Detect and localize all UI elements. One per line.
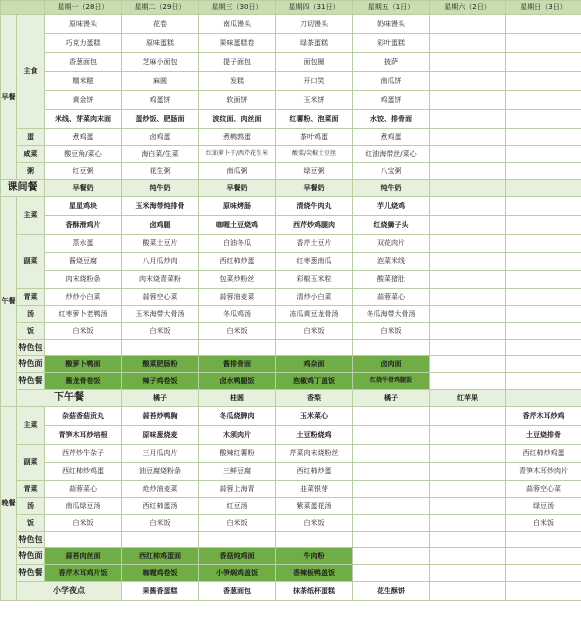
- menu-cell: [506, 306, 581, 323]
- menu-cell: 黄金饼: [45, 91, 122, 110]
- menu-cell: 香酥滑鸡片: [45, 216, 122, 235]
- table-row: [1, 180, 581, 197]
- menu-cell: [506, 197, 581, 216]
- sub-label: 蛋: [17, 129, 45, 146]
- menu-cell: 提子面包: [199, 53, 276, 72]
- menu-cell: 红豆粥: [45, 163, 122, 180]
- sub-label: 饭: [17, 515, 45, 532]
- table-row: [1, 271, 581, 289]
- menu-cell: [430, 498, 506, 515]
- sub-label: 特色餐: [17, 565, 45, 582]
- sub-label: 副菜: [17, 235, 45, 289]
- menu-cell: [430, 34, 506, 53]
- menu-cell: 蒜蓉上海青: [199, 481, 276, 498]
- menu-cell: 玉米菜心: [276, 407, 353, 426]
- menu-cell: 青笋木耳炒培根: [45, 426, 122, 445]
- menu-cell: 西红柿炒蛋: [199, 253, 276, 271]
- menu-cell: [122, 532, 199, 548]
- menu-cell: 煮鸡蛋: [45, 129, 122, 146]
- menu-cell: [430, 515, 506, 532]
- menu-cell: 煮鸡蛋: [353, 129, 430, 146]
- menu-cell: 西红柿蛋汤: [122, 498, 199, 515]
- sub-label: 特色餐: [17, 373, 45, 390]
- feature-cell: 蒜苔肉丝面: [45, 548, 122, 565]
- menu-cell: [430, 463, 506, 481]
- menu-cell: 花卷: [122, 15, 199, 34]
- table-row: [1, 407, 581, 426]
- menu-cell: [430, 565, 506, 582]
- menu-cell: 油豆腐烧粉条: [122, 463, 199, 481]
- menu-cell: 冻瓜黄豆龙骨汤: [276, 306, 353, 323]
- table-row: [1, 235, 581, 253]
- table-row: [1, 582, 581, 601]
- menu-cell: 肉末烧青菜粉: [122, 271, 199, 289]
- menu-cell: [506, 15, 581, 34]
- menu-cell: 抹茶纸杯蛋糕: [276, 582, 353, 601]
- menu-cell: [430, 197, 506, 216]
- menu-cell: 白米饭: [45, 323, 122, 340]
- menu-cell: 米线、芽菜肉末面: [45, 110, 122, 129]
- menu-cell: [506, 390, 581, 407]
- day-header: 星期五（1日）: [353, 1, 430, 15]
- menu-cell: 鸡蛋饼: [122, 91, 199, 110]
- feature-cell: 酱排骨面: [199, 356, 276, 373]
- menu-cell: [430, 110, 506, 129]
- menu-cell: 红枣葱南瓜: [276, 253, 353, 271]
- menu-cell: 桂圆: [199, 390, 276, 407]
- table-row: [1, 390, 581, 407]
- menu-cell: 巧克力蛋糕: [45, 34, 122, 53]
- feature-cell: 香辣板鸭盖饭: [276, 565, 353, 582]
- table-row: [1, 426, 581, 445]
- menu-cell: 西红柿炒蛋: [276, 463, 353, 481]
- menu-cell: [353, 565, 430, 582]
- table-row: [1, 515, 581, 532]
- sub-label: 主菜: [17, 407, 45, 445]
- sub-label: 特色面: [17, 548, 45, 565]
- menu-cell: [353, 498, 430, 515]
- section-label-snack-pm: 下午餐: [17, 390, 122, 407]
- menu-cell: 纯牛奶: [353, 180, 430, 197]
- menu-cell: 茶叶鸡蛋: [276, 129, 353, 146]
- menu-cell: 紫菜蛋花汤: [276, 498, 353, 515]
- feature-cell: 西红柿鸡蛋面: [122, 548, 199, 565]
- menu-cell: [45, 532, 122, 548]
- sub-label: 特色包: [17, 532, 45, 548]
- section-label-breakfast: 早餐: [1, 15, 17, 180]
- table-row: [1, 463, 581, 481]
- table-row: [1, 53, 581, 72]
- menu-cell: [430, 271, 506, 289]
- section-label-night: 小学夜点: [17, 582, 122, 601]
- sub-label: 汤: [17, 306, 45, 323]
- menu-cell: [430, 72, 506, 91]
- feature-cell: 咖喱鸡卷饭: [122, 565, 199, 582]
- feature-cell: 酸萝卜鸭面: [45, 356, 122, 373]
- menu-cell: 蒜蓉油麦菜: [199, 289, 276, 306]
- menu-cell: [506, 548, 581, 565]
- menu-cell: [506, 216, 581, 235]
- table-row: [1, 216, 581, 235]
- menu-cell: 南瓜绿豆汤: [45, 498, 122, 515]
- section-label-snack-am: 课间餐: [1, 180, 45, 197]
- menu-cell: [430, 340, 506, 356]
- menu-cell: [353, 548, 430, 565]
- table-row: [1, 129, 581, 146]
- menu-cell: 早餐奶: [45, 180, 122, 197]
- menu-cell: 炒炒小白菜: [45, 289, 122, 306]
- menu-cell: [45, 340, 122, 356]
- menu-cell: [506, 356, 581, 373]
- menu-cell: 蒜蓉空心菜: [506, 481, 581, 498]
- menu-cell: [430, 289, 506, 306]
- day-header: 星期日（3日）: [506, 1, 581, 15]
- table-row: [1, 340, 581, 356]
- menu-cell: [506, 72, 581, 91]
- menu-cell: 西芹炒牛杂子: [45, 445, 122, 463]
- sub-label: 汤: [17, 498, 45, 515]
- sub-label: 青菜: [17, 289, 45, 306]
- menu-cell: 白米饭: [122, 515, 199, 532]
- feature-cell: 泡椒鸡丁盖饭: [276, 373, 353, 390]
- feature-cell: 小笋焖鸡盖饭: [199, 565, 276, 582]
- menu-cell: 冬瓜烧脾肉: [199, 407, 276, 426]
- table-row: [1, 306, 581, 323]
- menu-cell: [430, 373, 506, 390]
- menu-cell: 南瓜馒头: [199, 15, 276, 34]
- menu-cell: 原味馒头: [45, 15, 122, 34]
- menu-cell: [430, 426, 506, 445]
- menu-cell: 冬瓜鸡汤: [199, 306, 276, 323]
- header-row: [1, 1, 581, 15]
- menu-cell: [506, 53, 581, 72]
- menu-cell: [506, 289, 581, 306]
- menu-cell: [199, 532, 276, 548]
- header-corner: [1, 1, 45, 15]
- sub-label: 咸菜: [17, 146, 45, 163]
- menu-cell: 绿豆汤: [506, 498, 581, 515]
- menu-cell: [353, 426, 430, 445]
- sub-label: 主菜: [17, 197, 45, 235]
- menu-cell: [506, 34, 581, 53]
- menu-cell: 清炒小白菜: [276, 289, 353, 306]
- menu-cell: [430, 216, 506, 235]
- menu-cell: 水饺、排骨面: [353, 110, 430, 129]
- menu-cell: [353, 407, 430, 426]
- menu-cell: 卤鸡蛋: [122, 129, 199, 146]
- menu-cell: [430, 306, 506, 323]
- menu-cell: [353, 445, 430, 463]
- menu-cell: 芹菜肉末烧粉丝: [276, 445, 353, 463]
- menu-cell: 香葱面包: [199, 582, 276, 601]
- sub-label: 特色包: [17, 340, 45, 356]
- menu-cell: 绿茶蛋糕: [276, 34, 353, 53]
- menu-cell: [506, 110, 581, 129]
- menu-cell: 果味蛋糕卷: [199, 34, 276, 53]
- menu-cell: 绿豆粥: [276, 163, 353, 180]
- menu-cell: 酸菜/尖椒土豆丝: [276, 146, 353, 163]
- menu-cell: 红薯粉、泡菜面: [276, 110, 353, 129]
- menu-cell: 白米饭: [122, 323, 199, 340]
- menu-cell: 肉末烧粉条: [45, 271, 122, 289]
- menu-cell: 白油冬瓜: [199, 235, 276, 253]
- section-label-dinner: 晚餐: [1, 407, 17, 601]
- menu-cell: [430, 323, 506, 340]
- menu-cell: 红油海带丝/菜心: [353, 146, 430, 163]
- table-row: [1, 498, 581, 515]
- menu-cell: [506, 340, 581, 356]
- menu-cell: 双花肉片: [353, 235, 430, 253]
- menu-cell: [430, 532, 506, 548]
- menu-cell: 白米饭: [199, 515, 276, 532]
- menu-cell: [430, 481, 506, 498]
- menu-cell: 奶味馒头: [353, 15, 430, 34]
- menu-cell: 酱烧豆腐: [45, 253, 122, 271]
- sub-label: 青菜: [17, 481, 45, 498]
- menu-cell: 青笋木耳炒肉片: [506, 463, 581, 481]
- table-row: [1, 445, 581, 463]
- menu-cell: 红油萝卜干/西芹花生米: [199, 146, 276, 163]
- menu-cell: 香葱面包: [45, 53, 122, 72]
- menu-cell: 发糕: [199, 72, 276, 91]
- menu-cell: 鸡蛋饼: [353, 91, 430, 110]
- menu-cell: 三鲜豆腐: [199, 463, 276, 481]
- menu-cell: 清烧牛肉丸: [276, 197, 353, 216]
- menu-cell: 糯米糍: [45, 72, 122, 91]
- feature-cell: 鸡杂面: [276, 356, 353, 373]
- menu-cell: 星星鸡块: [45, 197, 122, 216]
- menu-cell: [430, 180, 506, 197]
- table-row: [1, 481, 581, 498]
- feature-cell: 酸菜肥肠粉: [122, 356, 199, 373]
- menu-cell: 酸辣红薯粉: [199, 445, 276, 463]
- menu-cell: 面包圈: [276, 53, 353, 72]
- table-row: [1, 565, 581, 582]
- menu-cell: 披萨: [353, 53, 430, 72]
- menu-cell: 原味蛋糕: [122, 34, 199, 53]
- menu-cell: 南瓜粥: [199, 163, 276, 180]
- menu-cell: 开口笑: [276, 72, 353, 91]
- menu-cell: 软面饼: [199, 91, 276, 110]
- menu-cell: 红枣萝卜老鸭汤: [45, 306, 122, 323]
- menu-cell: 咖喱土豆烧鸡: [199, 216, 276, 235]
- feature-cell: 卤水鸭腿饭: [199, 373, 276, 390]
- day-header: 星期一（28日）: [45, 1, 122, 15]
- section-label-lunch: 午餐: [1, 197, 17, 407]
- sub-label: 主食: [17, 15, 45, 129]
- menu-cell: [353, 532, 430, 548]
- menu-cell: 彩椒玉米粒: [276, 271, 353, 289]
- menu-cell: [430, 53, 506, 72]
- menu-cell: [506, 323, 581, 340]
- menu-cell: 酸菜土豆片: [122, 235, 199, 253]
- table-row: [1, 548, 581, 565]
- menu-cell: [353, 515, 430, 532]
- feature-cell: 牛肉粉: [276, 548, 353, 565]
- menu-cell: 白米饭: [276, 515, 353, 532]
- menu-cell: 花生酥饼: [353, 582, 430, 601]
- menu-cell: 麻圆: [122, 72, 199, 91]
- menu-cell: [506, 253, 581, 271]
- menu-cell: [506, 271, 581, 289]
- menu-cell: [506, 163, 581, 180]
- menu-cell: 三月瓜肉片: [122, 445, 199, 463]
- menu-cell: [506, 91, 581, 110]
- menu-cell: 西红柿炒鸡蛋: [45, 463, 122, 481]
- menu-cell: [353, 463, 430, 481]
- menu-cell: [430, 356, 506, 373]
- menu-cell: 韭菜银芽: [276, 481, 353, 498]
- menu-cell: [122, 340, 199, 356]
- table-row: [1, 163, 581, 180]
- menu-cell: [430, 146, 506, 163]
- menu-cell: 泡菜米线: [353, 253, 430, 271]
- menu-cell: [430, 445, 506, 463]
- day-header: 星期二（29日）: [122, 1, 199, 15]
- menu-cell: 杂菇香菇贡丸: [45, 407, 122, 426]
- menu-cell: 西芹炒鸡腿肉: [276, 216, 353, 235]
- day-header: 星期四（31日）: [276, 1, 353, 15]
- day-header: 星期六（2日）: [430, 1, 506, 15]
- table-row: [1, 253, 581, 271]
- menu-cell: [353, 340, 430, 356]
- menu-cell: 八月瓜炒肉: [122, 253, 199, 271]
- menu-cell: 酸菜猪肚: [353, 271, 430, 289]
- menu-cell: 香梨: [276, 390, 353, 407]
- menu-cell: 刀切馒头: [276, 15, 353, 34]
- menu-cell: [430, 129, 506, 146]
- menu-cell: 玉米饼: [276, 91, 353, 110]
- table-row: [1, 289, 581, 306]
- menu-cell: [506, 582, 581, 601]
- menu-cell: [506, 235, 581, 253]
- menu-cell: [430, 253, 506, 271]
- menu-cell: 炝炒油麦菜: [122, 481, 199, 498]
- menu-cell: 红苹果: [430, 390, 506, 407]
- table-row: [1, 532, 581, 548]
- menu-cell: 彩叶蛋糕: [353, 34, 430, 53]
- menu-cell: [506, 180, 581, 197]
- menu-cell: 红豆汤: [199, 498, 276, 515]
- table-row: [1, 72, 581, 91]
- menu-cell: 冬瓜海带大骨汤: [353, 306, 430, 323]
- menu-cell: 土豆粉烧鸡: [276, 426, 353, 445]
- menu-cell: 波纹面、肉丝面: [199, 110, 276, 129]
- menu-cell: 白米饭: [199, 323, 276, 340]
- day-header: 星期三（30日）: [199, 1, 276, 15]
- table-row: [1, 146, 581, 163]
- menu-cell: [276, 532, 353, 548]
- feature-cell: 红烧牛骨鸡腿饭: [353, 373, 430, 390]
- feature-cell: 卤肉面: [353, 356, 430, 373]
- menu-cell: 白米饭: [45, 515, 122, 532]
- menu-cell: 蛋炒饭、肥肠面: [122, 110, 199, 129]
- feature-cell: 辣子鸡卷饭: [122, 373, 199, 390]
- menu-cell: [506, 129, 581, 146]
- menu-cell: [430, 582, 506, 601]
- menu-cell: 玉米海带大骨汤: [122, 306, 199, 323]
- table-row: [1, 373, 581, 390]
- menu-cell: [430, 235, 506, 253]
- menu-cell: [506, 373, 581, 390]
- menu-cell: [430, 548, 506, 565]
- menu-cell: 煮鹌鹑蛋: [199, 129, 276, 146]
- menu-cell: 花生粥: [122, 163, 199, 180]
- menu-cell: 蒸水蛋: [45, 235, 122, 253]
- sub-label: 特色面: [17, 356, 45, 373]
- menu-cell: 芝麻小面包: [122, 53, 199, 72]
- menu-cell: 红烧狮子头: [353, 216, 430, 235]
- menu-cell: 芋儿烧鸡: [353, 197, 430, 216]
- menu-cell: 原味葱烧麦: [122, 426, 199, 445]
- menu-cell: 酸豆角/菜心: [45, 146, 122, 163]
- feature-cell: 香芹木耳鸡片饭: [45, 565, 122, 582]
- table-row: [1, 34, 581, 53]
- menu-cell: [506, 532, 581, 548]
- table-row: [1, 15, 581, 34]
- feature-cell: 香菇炖鸡面: [199, 548, 276, 565]
- menu-cell: [199, 340, 276, 356]
- menu-cell: [276, 340, 353, 356]
- menu-cell: 香芹木耳炒鸡: [506, 407, 581, 426]
- menu-cell: 南瓜饼: [353, 72, 430, 91]
- menu-cell: 纯牛奶: [122, 180, 199, 197]
- menu-cell: 早餐奶: [199, 180, 276, 197]
- table-row: [1, 197, 581, 216]
- menu-cell: [430, 407, 506, 426]
- table-row: [1, 323, 581, 340]
- sub-label: 饭: [17, 323, 45, 340]
- menu-cell: 果酱香蛋糕: [122, 582, 199, 601]
- menu-cell: 木须肉片: [199, 426, 276, 445]
- table-row: [1, 356, 581, 373]
- feature-cell: 酱龙骨卷饭: [45, 373, 122, 390]
- menu-cell: [506, 565, 581, 582]
- sub-label: 副菜: [17, 445, 45, 481]
- menu-cell: 原味烤肠: [199, 197, 276, 216]
- table-row: [1, 110, 581, 129]
- menu-cell: [506, 146, 581, 163]
- menu-cell: 香芹土豆片: [276, 235, 353, 253]
- table-row: [1, 91, 581, 110]
- menu-cell: 玉米海带炖排骨: [122, 197, 199, 216]
- menu-cell: 早餐奶: [276, 180, 353, 197]
- menu-cell: 卤鸡腿: [122, 216, 199, 235]
- menu-cell: 白米饭: [276, 323, 353, 340]
- menu-cell: [353, 481, 430, 498]
- menu-cell: [430, 163, 506, 180]
- menu-cell: 蒜蓉菜心: [353, 289, 430, 306]
- menu-cell: 白米饭: [506, 515, 581, 532]
- menu-cell: 蒜苔炒鸭胸: [122, 407, 199, 426]
- menu-cell: 包菜炒粉丝: [199, 271, 276, 289]
- menu-cell: [430, 15, 506, 34]
- menu-cell: 白米饭: [353, 323, 430, 340]
- menu-cell: 蒜蓉空心菜: [122, 289, 199, 306]
- menu-cell: 海白菜/生菜: [122, 146, 199, 163]
- menu-cell: 土豆烧排骨: [506, 426, 581, 445]
- menu-cell: [430, 91, 506, 110]
- menu-cell: 橘子: [353, 390, 430, 407]
- menu-cell: 橘子: [122, 390, 199, 407]
- sub-label: 粥: [17, 163, 45, 180]
- menu-cell: 蒜蓉菜心: [45, 481, 122, 498]
- menu-cell: 八宝粥: [353, 163, 430, 180]
- menu-cell: 西红柿炒鸡蛋: [506, 445, 581, 463]
